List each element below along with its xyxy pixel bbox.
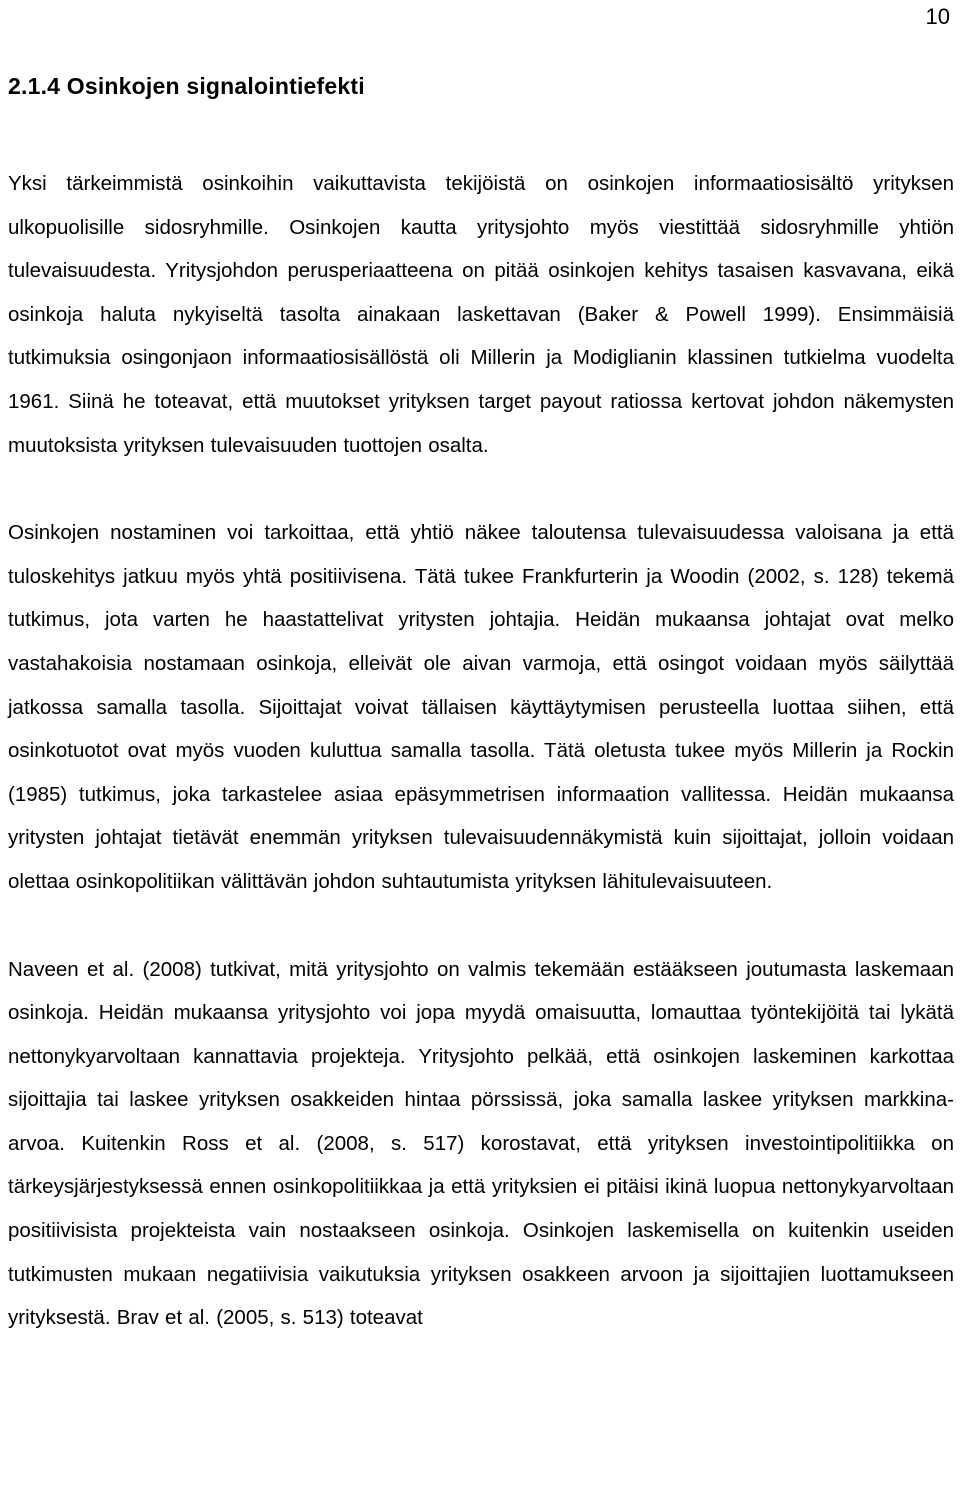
body-text: [8, 162, 954, 1340]
paragraph-signaling-info: Yksi tärkeimmistä osinkoihin vaikuttavista tekijöistä on osinkojen informaatiosisältö yrityksen ulkopuolisille sidosryhmille. Osinkojen kautta yritysjohto myös viestittää sidosryhmille yhtiön tulevaisuudesta. Yritysjohdon perusperiaatteena on pitää osinkojen kehitys tasaisen kasvavana, eikä osinkoja haluta nykyiseltä tasolta ainakaan laskettavan (Baker & Powell 1999). Ensimmäisiä tutkimuksia osingonjaon informaatiosisällöstä oli Millerin ja Modiglianin klassinen tutkielma vuodelta 1961. Siinä he toteavat, että muutokset yrityksen target payout ratiossa kertovat johdon näkemysten muutoksista yrityksen tulevaisuuden tuottojen osalta.: [8, 172, 954, 457]
page-number: 10: [925, 4, 950, 29]
paragraph-cutting-dividends: Naveen et al. (2008) tutkivat, mitä yritysjohto on valmis tekemään estääkseen joutumasta laskemaan osinkoja. Heidän mukaansa yritysjohto voi jopa myydä omaisuutta, lomauttaa työntekijöitä tai lykätä nettonykyarvoltaan kannattavia projekteja. Yritysjohto pelkää, että osinkojen laskeminen karkottaa sijoittajia tai laskee yrityksen osakkeiden hintaa pörssissä, joka samalla laskee yrityksen markkina-arvoa. Kuitenkin Ross et al. (2008, s. 517) korostavat, että yrityksen investointipolitiikka on tärkeysjärjestyksessä ennen osinkopolitiikkaa ja että yrityksien ei pitäisi ikinä luopua nettonykyarvoltaan positiivisista projekteista vain nostaakseen osinkoja. Osinkojen laskemisella on kuitenkin useiden tutkimusten mukaan negatiivisia vaikutuksia yrityksen osakkeen arvoon ja sijoittajien luottamukseen yrityksestä. Brav et al. (2005, s. 513) toteavat: [8, 957, 954, 1330]
section-heading: 2.1.4 Osinkojen signalointiefekti: [8, 73, 365, 99]
paragraph-raising-dividends: Osinkojen nostaminen voi tarkoittaa, että yhtiö näkee taloutensa tulevaisuudessa valoisana ja että tuloskehitys jatkuu myös yhtä positiivisena. Tätä tukee Frankfurterin ja Woodin (2002, s. 128) tekemä tutkimus, jota varten he haastattelivat yritysten johtajia. Heidän mukaansa johtajat ovat melko vastahakoisia nostamaan osinkoja, elleivät ole aivan varmoja, että osingot voidaan myös säilyttää jatkossa samalla tasolla. Sijoittajat voivat tällaisen käyttäytymisen perusteella luottaa siihen, että osinkotuotot ovat myös vuoden kuluttua samalla tasolla. Tätä oletusta tukee myös Millerin ja Rockin (1985) tutkimus, joka tarkastelee asiaa epäsymmetrisen informaation vallitessa. Heidän mukaansa yritysten johtajat tietävät enemmän yrityksen tulevaisuudennäkymistä kuin sijoittajat, jolloin voidaan olettaa osinkopolitiikan välittävän johdon suhtautumista yrityksen lähitulevaisuuteen.: [8, 521, 954, 893]
